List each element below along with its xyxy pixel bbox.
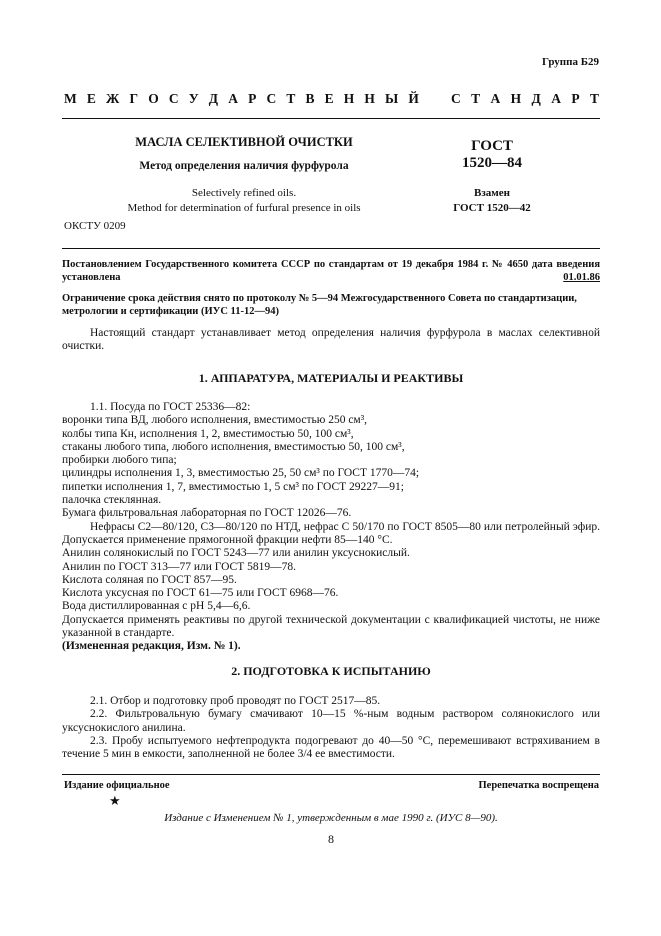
list-line: Анилин по ГОСТ 313—77 или ГОСТ 5819—78. (62, 560, 296, 573)
list-line: колбы типа Кн, исполнения 1, 2, вместимостью 50, 100 см³, (62, 427, 354, 440)
english-title-line-2: Method for determination of furfural presence in oils (127, 202, 361, 214)
banner-letter: С (168, 91, 179, 106)
group-label: Группа Б29 (542, 56, 599, 68)
title-rule (62, 248, 600, 249)
banner-letter: А (228, 91, 238, 106)
section-2-heading: 2. ПОДГОТОВКА К ИСПЫТАНИЮ (231, 664, 431, 678)
banner-letter: О (148, 91, 159, 106)
gost-label: ГОСТ (471, 138, 513, 154)
banner-letter: Р (248, 91, 257, 106)
list-line: пипетки исполнения 1, 7, вместимостью 1, 5 см³ по ГОСТ 29227—91; (62, 480, 404, 493)
gost-block (442, 138, 542, 214)
banner-letter: Р (571, 91, 580, 106)
paragraph-2-1: 2.1. Отбор и подготовку проб проводят по ГОСТ 2517—85. (90, 695, 381, 707)
list-line: Кислота соляная по ГОСТ 857—95. (62, 573, 237, 586)
banner-letter: В (305, 91, 315, 106)
paragraph-2-3: 2.3. Пробу испытуемого нефтепродукта подогревают до 40—50 °С, перемешивают встряхиванием в течение 5 мин в емкости, заполненной не более 3/4 ее вместимости. (62, 734, 600, 761)
banner-letter: Т (286, 91, 296, 106)
edition-note: Издание с Изменением № 1, утвержденным в мае 1990 г. (ИУС 8—90). (164, 812, 498, 824)
banner-letter: Д (208, 91, 219, 106)
document-subtitle: Метод определения наличия фурфурола (139, 160, 349, 172)
list-line: пробирки любого типа; (62, 454, 177, 467)
footer-rule (62, 774, 600, 775)
list-line: стаканы любого типа, любого исполнения, вместимостью 50, 100 см³, (62, 440, 405, 453)
banner-letter: Т (471, 91, 481, 106)
intro-paragraph: Настоящий стандарт устанавливает метод определения наличия фурфурола в маслах селективной очистки. (62, 327, 600, 353)
list-line: воронки типа ВД, любого исполнения, вместимостью 250 см³, (62, 414, 368, 427)
banner-letter: У (188, 91, 199, 106)
official-edition-label: Издание официальное (64, 780, 170, 791)
replaces-label: Взамен (474, 187, 510, 199)
list-line: Бумага фильтровальная лабораторная по ГОСТ 12026—76. (62, 507, 352, 520)
banner-letter: Д (531, 91, 541, 106)
document-title: МАСЛА СЕЛЕКТИВНОЙ ОЧИСТКИ (135, 135, 353, 149)
list-line: палочка стеклянная. (62, 494, 162, 507)
section-1-heading: 1. АППАРАТУРА, МАТЕРИАЛЫ И РЕАКТИВЫ (198, 371, 464, 385)
list-line: Анилин солянокислый по ГОСТ 5243—77 или анилин уксуснокислый. (62, 547, 410, 560)
banner-letter: Ж (106, 91, 120, 106)
banner-letter: Е (86, 91, 96, 106)
banner-letter: Е (324, 91, 334, 106)
gost-number: 1520—84 (462, 155, 522, 171)
banner-letter: Й (408, 91, 419, 106)
replaces-number: ГОСТ 1520—42 (453, 202, 531, 214)
list-line: цилиндры исполнения 1, 3, вместимостью 25, 50 см³ по ГОСТ 1770—74; (62, 467, 420, 480)
allowance-paragraph: Допускается применять реактивы по другой технической документации с квалификацией чистоты, не ниже указанной в стандарте. (62, 613, 600, 640)
page-number: 8 (328, 832, 334, 846)
decree-date: 01.01.86 (563, 272, 600, 283)
banner-letter: Ы (385, 91, 399, 106)
banner-letter: С (451, 91, 461, 106)
section-1-list (62, 401, 600, 654)
okstu-code: ОКСТУ 0209 (64, 220, 126, 232)
banner-word-interstate (64, 91, 419, 107)
banner-letter: А (490, 91, 501, 106)
paragraph-2-2: 2.2. Фильтровальную бумагу смачивают 10—15 %-ным водным раствором солянокислого или уксуснокислого анилина. (62, 708, 600, 734)
list-line: 1.1. Посуда по ГОСТ 25336—82: (90, 401, 251, 413)
restriction-note: Ограничение срока действия снято по протоколу № 5—94 Межгосударственного Совета по стандартизации, метрологии и сертификации (ИУС 11-12—94) (62, 293, 577, 317)
amendment-note: (Измененная редакция, Изм. № 1). (62, 640, 241, 653)
nefras-paragraph: Нефрасы С2—80/120, С3—80/120 по НТД, нефрас С 50/170 по ГОСТ 8505—80 или петролейный эфир. Допускается применение прямогонной фракции нефти 85—140 °С. (62, 520, 600, 546)
star-icon: ★ (109, 793, 121, 808)
decree-text: Постановлением Государственного комитета СССР по стандартам от 19 декабря 1984 г. № 4650 дата введения установлена (62, 259, 600, 283)
banner-word-standard (451, 91, 599, 107)
decree-note (62, 258, 600, 284)
banner-letter: М (64, 91, 77, 106)
banner-letter: А (551, 91, 561, 106)
list-line: Вода дистиллированная с pH 5,4—6,6. (62, 600, 251, 613)
banner-letter: С (266, 91, 277, 106)
standard-banner (64, 91, 599, 107)
title-block (64, 135, 424, 216)
banner-letter: Н (343, 91, 355, 106)
banner-letter: Г (129, 91, 139, 106)
list-line: Кислота уксусная по ГОСТ 61—75 или ГОСТ 6968—76. (62, 587, 339, 600)
header-rule (62, 118, 600, 119)
english-title-line-1: Selectively refined oils. (191, 187, 297, 199)
reprint-prohibited-label: Перепечатка воспрещена (478, 780, 599, 791)
banner-letter: Н (510, 91, 522, 106)
banner-letter: Т (589, 91, 599, 106)
banner-letter: Н (364, 91, 375, 106)
section-2-paragraphs (62, 695, 600, 761)
